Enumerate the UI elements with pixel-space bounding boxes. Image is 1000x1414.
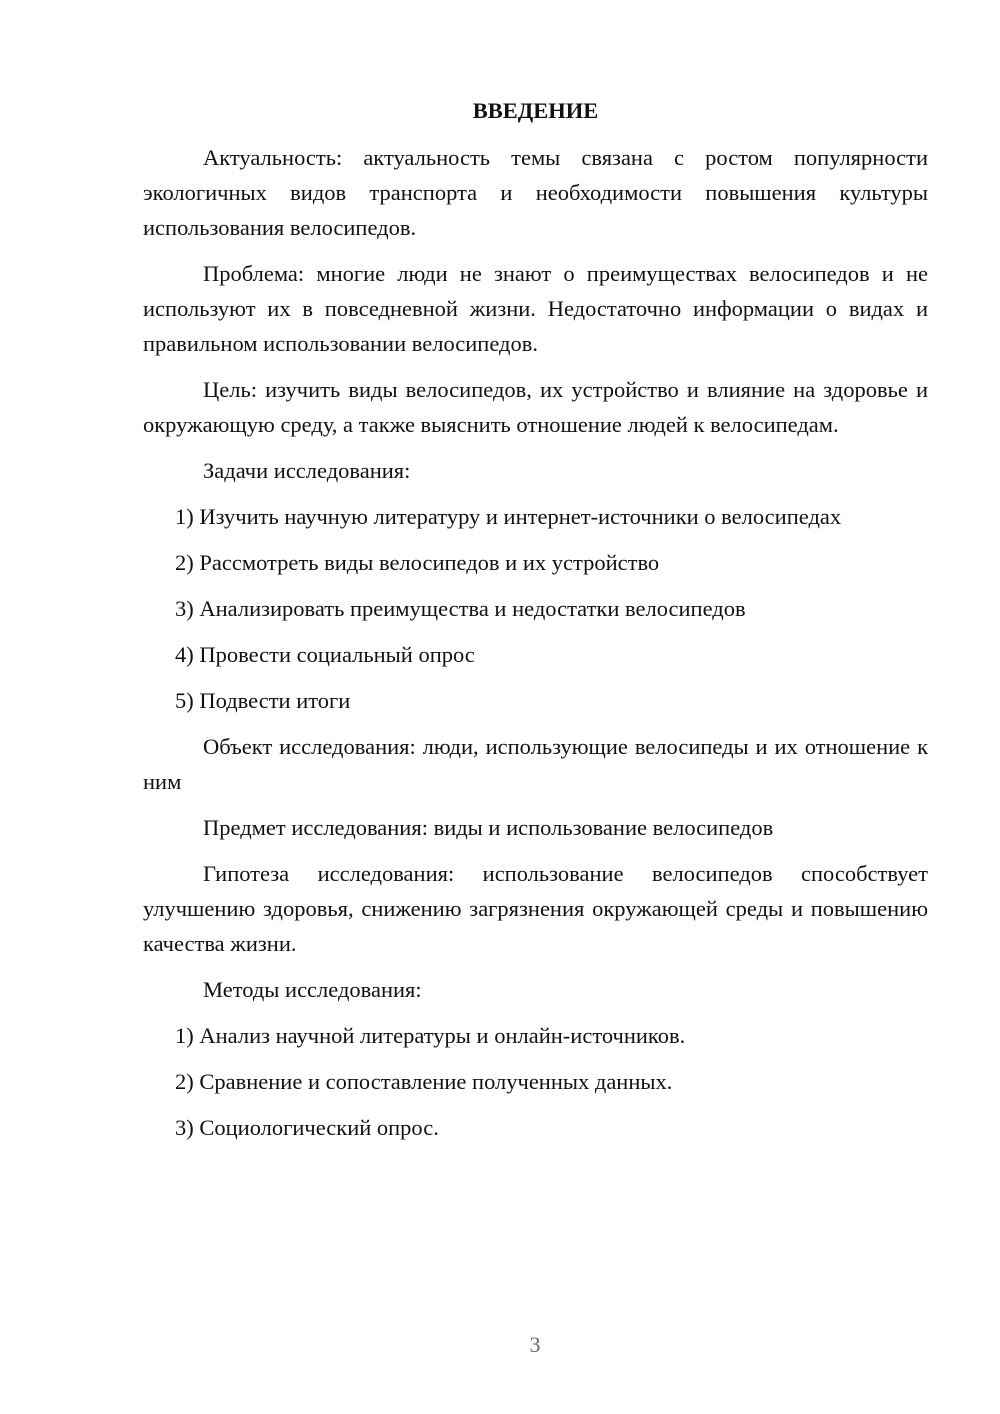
- task-item: 5) Подвести итоги: [175, 688, 351, 713]
- relevance-paragraph: Актуальность: актуальность темы связана с ростом популярности экологичных видов транспорта и необходимости повышения культуры использования велосипедов.: [143, 145, 928, 240]
- task-item: 1) Изучить научную литературу и интернет-источники о велосипедах: [175, 504, 842, 529]
- section-title: ВВЕДЕНИЕ: [472, 98, 599, 123]
- methods-heading: Методы исследования:: [203, 977, 422, 1002]
- method-item: 2) Сравнение и сопоставление полученных данных.: [175, 1069, 673, 1094]
- method-item: 3) Социологический опрос.: [175, 1115, 439, 1140]
- hypothesis-paragraph: Гипотеза исследования: использование велосипедов способствует улучшению здоровья, снижению загрязнения окружающей среды и повышению качества жизни.: [143, 861, 928, 956]
- object-paragraph: Объект исследования: люди, использующие велосипеды и их отношение к ним: [143, 734, 928, 794]
- task-item: 4) Провести социальный опрос: [175, 642, 475, 667]
- tasks-heading: Задачи исследования:: [203, 458, 411, 483]
- subject-paragraph: Предмет исследования: виды и использование велосипедов: [203, 815, 774, 840]
- method-item: 1) Анализ научной литературы и онлайн-источников.: [175, 1023, 686, 1048]
- task-item: 3) Анализировать преимущества и недостатки велосипедов: [175, 596, 746, 621]
- page-number: 3: [529, 1332, 541, 1357]
- goal-paragraph: Цель: изучить виды велосипедов, их устройство и влияние на здоровье и окружающую среду, а также выяснить отношение людей к велосипедам.: [143, 377, 928, 437]
- problem-paragraph: Проблема: многие люди не знают о преимуществах велосипедов и не используют их в повседневной жизни. Недостаточно информации о видах и правильном использовании велосипедов.: [143, 261, 928, 356]
- document-body: [143, 93, 928, 1156]
- task-item: 2) Рассмотреть виды велосипедов и их устройство: [175, 550, 660, 575]
